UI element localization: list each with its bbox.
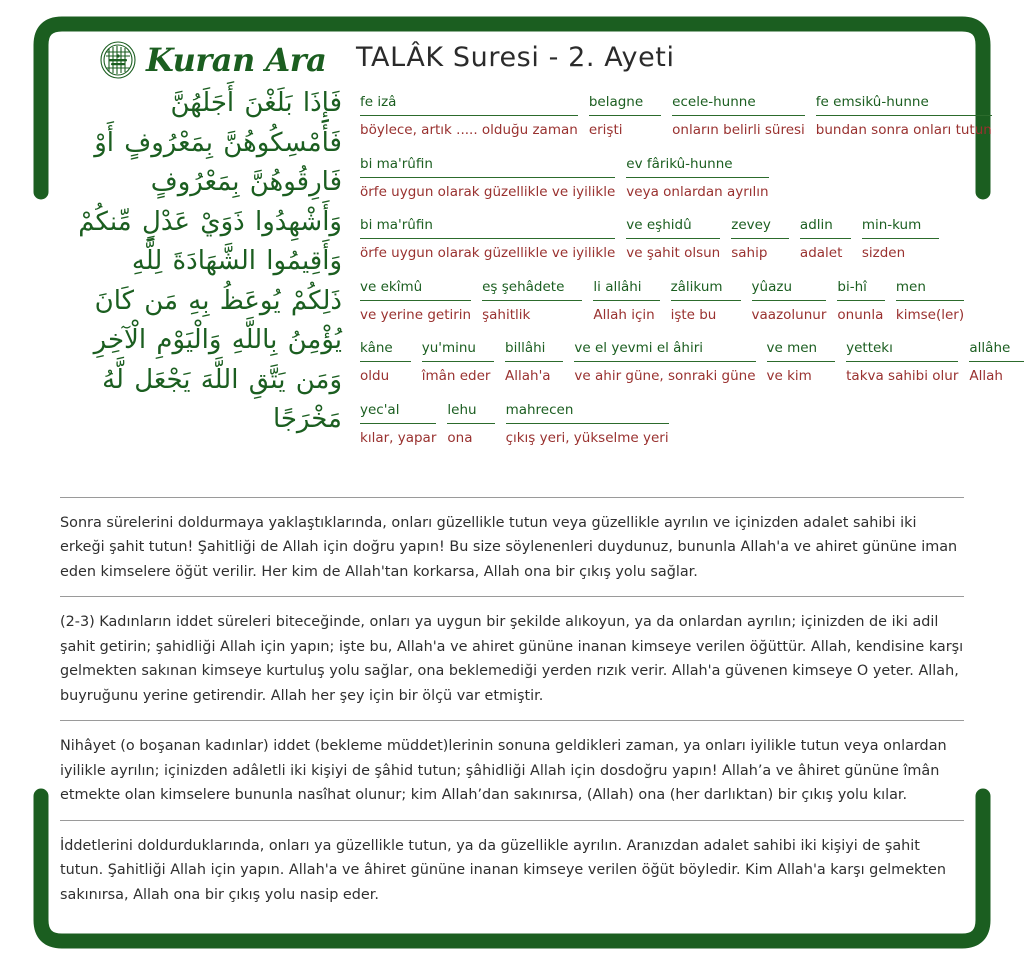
word-transliteration: bi ma'rûfin — [360, 154, 615, 178]
word-cell[interactable] — [589, 92, 661, 141]
word-transliteration: allâhe — [969, 338, 1024, 362]
word-row — [360, 92, 1024, 141]
translation-text: Sonra sürelerini doldurmaya yaklaştıklarında, onları güzellikle tutun veya güzellikle ayrılın ve içinizden adalet sahibi iki erkeği şahit tutun! Şahitliği de Allah için doğru yapın! Bu size söylenenleri duydunuz, bununla Allah'a ve ahiret gününe iman eden kimselere öğüt verilir. Her kim de Allah'tan korkarsa, Allah ona bir çıkış yolu sağlar. — [60, 515, 958, 580]
word-cell[interactable] — [731, 215, 789, 264]
word-meaning: ve kim — [766, 368, 812, 385]
word-transliteration: billâhi — [505, 338, 563, 362]
word-meaning: takva sahibi olur — [846, 368, 959, 385]
word-meaning: adalet — [799, 245, 843, 262]
word-transliteration: kâne — [360, 338, 411, 362]
word-cell[interactable] — [360, 400, 436, 449]
word-transliteration: fe izâ — [360, 92, 578, 116]
word-transliteration: yu'minu — [422, 338, 494, 362]
translation-block — [60, 720, 964, 819]
word-row — [360, 215, 1024, 264]
word-cell[interactable] — [862, 215, 939, 264]
word-cell[interactable] — [896, 277, 964, 326]
word-transliteration: men — [896, 277, 964, 301]
word-cell[interactable] — [672, 92, 805, 141]
arabic-line: مَخْرَجًا — [272, 404, 342, 435]
word-cell[interactable] — [447, 400, 494, 449]
word-cell[interactable] — [360, 92, 578, 141]
brand-logo[interactable] — [56, 24, 348, 82]
word-cell[interactable] — [671, 277, 741, 326]
word-meaning: işte bu — [670, 306, 717, 323]
word-cell[interactable] — [506, 400, 669, 449]
word-cell[interactable] — [360, 338, 411, 387]
brand-name: Kuran Ara — [146, 41, 327, 79]
word-transliteration: lehu — [447, 400, 494, 424]
word-meaning: ona — [447, 429, 473, 446]
word-meaning: kılar, yapar — [360, 429, 437, 446]
word-cell[interactable] — [800, 215, 851, 264]
word-meaning: kimse(ler) — [895, 306, 965, 323]
word-cell[interactable] — [626, 215, 720, 264]
word-row — [360, 277, 1024, 326]
word-meaning: îmân eder — [421, 368, 491, 385]
word-transliteration: ve eşhidû — [626, 215, 720, 239]
arabic-line: فَإِذَا بَلَغْنَ أَجَلَهُنَّ — [170, 88, 342, 118]
arabic-line: وَمَن يَتَّقِ اللَّهَ يَجْعَل لَّهُ — [102, 364, 342, 395]
word-meaning: Allah — [969, 368, 1003, 385]
word-cell[interactable] — [969, 338, 1024, 387]
translation-text: İddetlerini doldurduklarında, onları ya güzellikle tutun, ya da güzellikle ayrılın. Aranızdan adalet sahibi iki kişiyi de şahit tutun. Şahitliği Allah için yapın. Allah'a ve âhiret gününe inanan kimseye verilen öğüt böyledir. Kim Allah'a karşı gelmekten sakınırsa, Allah ona bir çıkış yolu nasip eder. — [60, 837, 946, 903]
word-cell[interactable] — [593, 277, 659, 326]
word-row — [360, 154, 1024, 203]
word-transliteration: eş şehâdete — [482, 277, 582, 301]
word-cell[interactable] — [360, 215, 615, 264]
translation-block — [60, 820, 964, 919]
word-cell[interactable] — [360, 277, 471, 326]
word-meaning: ve şahit olsun — [626, 245, 721, 262]
word-meaning: bundan sonra onları tutun — [815, 122, 992, 139]
arabic-line: فَارِقُوهُنَّ بِمَعْرُوفٍ — [150, 167, 342, 198]
word-transliteration: yettekı — [846, 338, 958, 362]
word-cell[interactable] — [574, 338, 755, 387]
word-transliteration: belagne — [589, 92, 661, 116]
word-cell[interactable] — [482, 277, 582, 326]
word-transliteration: fe emsikû-hunne — [816, 92, 992, 116]
word-meaning: onunla — [837, 306, 884, 323]
word-meaning: sahip — [731, 245, 768, 262]
arabic-line: وَأَقِيمُوا الشَّهَادَةَ لِلَّهِ — [131, 246, 342, 277]
word-transliteration: min-kum — [862, 215, 939, 239]
translation-block — [60, 497, 964, 596]
word-cell[interactable] — [360, 154, 615, 203]
translation-text: (2-3) Kadınların iddet süreleri biteceğinde, onları ya uygun bir şekilde alıkoyun, ya da onlardan ayrılın; içinizden de iki adil şahit getirin; şahidliği Allah için yapın; işte bu, Allah'a ve ahiret gününe inanan kimseye verilen öğüttür. Allah, kendisine karşı gelmekten sakınan kimseye kurtuluş yolu sağlar, ona beklemediği yerden rızık verir. Allah'a güvenen kimseye O yeter. Allah, buyruğunu yerine getirendir. Allah her şey için bir ölçü var etmiştir. — [60, 614, 964, 704]
word-meaning: örfe uygun olarak güzellikle ve iyilikle — [360, 183, 616, 200]
word-cell[interactable] — [816, 92, 992, 141]
word-cell[interactable] — [846, 338, 958, 387]
word-transliteration: bi ma'rûfin — [360, 215, 615, 239]
word-meaning: Allah'a — [505, 368, 551, 385]
word-transliteration: ve men — [767, 338, 836, 362]
quran-calligraphy-emblem-icon — [96, 38, 140, 82]
arabic-line: وَأَشْهِدُوا ذَوَيْ عَدْلٍ مِّنكُمْ — [78, 206, 342, 237]
word-transliteration: ve ekîmû — [360, 277, 471, 301]
word-meaning: veya onlardan ayrılın — [626, 183, 769, 200]
word-meaning: örfe uygun olarak güzellikle ve iyilikle — [360, 245, 616, 262]
word-cell[interactable] — [767, 338, 836, 387]
arabic-verse-text — [56, 78, 348, 440]
word-transliteration: zevey — [731, 215, 789, 239]
word-meaning: Allah için — [593, 306, 655, 323]
word-meaning: erişti — [588, 122, 623, 139]
translation-block — [60, 596, 964, 720]
translations-section — [56, 497, 968, 919]
page-header — [56, 24, 968, 82]
word-cell[interactable] — [837, 277, 885, 326]
arabic-line: يُؤْمِنُ بِاللَّهِ وَالْيَوْمِ الْآخِرِ — [93, 325, 342, 356]
word-by-word-table — [348, 78, 1024, 461]
word-transliteration: ecele-hunne — [672, 92, 805, 116]
word-meaning: vaazolunur — [751, 306, 827, 323]
word-transliteration: zâlikum — [671, 277, 741, 301]
word-transliteration: bi-hî — [837, 277, 885, 301]
word-meaning: ve ahir güne, sonraki güne — [574, 368, 756, 385]
word-meaning: sizden — [861, 245, 906, 262]
word-cell[interactable] — [626, 154, 768, 203]
word-cell[interactable] — [422, 338, 494, 387]
word-cell[interactable] — [752, 277, 827, 326]
word-transliteration: ve el yevmi el âhiri — [574, 338, 755, 362]
arabic-line: فَأَمْسِكُوهُنَّ بِمَعْرُوفٍ أَوْ — [94, 127, 342, 158]
word-meaning: böylece, artık ..... olduğu zaman — [360, 122, 578, 139]
translation-text: Nihâyet (o boşanan kadınlar) iddet (bekleme müddet)lerinin sonuna geldikleri zaman, ya onları iyilikle tutun veya onlardan iyilikle ayrılın; içinizden adâletli iki kişiyi de şâhid tutun; şâhidliği Allah için dosdoğru yapın! Allah’a ve âhiret gününe îmân etmekte olan kimselere bununla nasîhat olunur; kim Allah’dan sakınırsa, (Allah) ona (her darlıktan) bir çıkış yolu kılar. — [60, 738, 947, 804]
word-row — [360, 338, 1024, 387]
word-transliteration: mahrecen — [506, 400, 669, 424]
word-transliteration: li allâhi — [593, 277, 659, 301]
word-meaning: şahitlik — [482, 306, 531, 323]
page-title: TALÂK Suresi - 2. Ayeti — [356, 42, 675, 73]
verse-section — [56, 78, 1011, 461]
word-meaning: onların belirli süresi — [672, 122, 805, 139]
word-meaning: çıkış yeri, yükselme yeri — [505, 429, 669, 446]
word-cell[interactable] — [505, 338, 563, 387]
word-transliteration: yûazu — [752, 277, 827, 301]
arabic-line: ذَلِكُمْ يُوعَظُ بِهِ مَن كَانَ — [94, 285, 342, 316]
word-transliteration: ev fârikû-hunne — [626, 154, 768, 178]
word-row — [360, 400, 1024, 449]
word-transliteration: yec'al — [360, 400, 436, 424]
word-meaning: oldu — [360, 368, 390, 385]
word-meaning: ve yerine getirin — [360, 306, 472, 323]
word-transliteration: adlin — [800, 215, 851, 239]
